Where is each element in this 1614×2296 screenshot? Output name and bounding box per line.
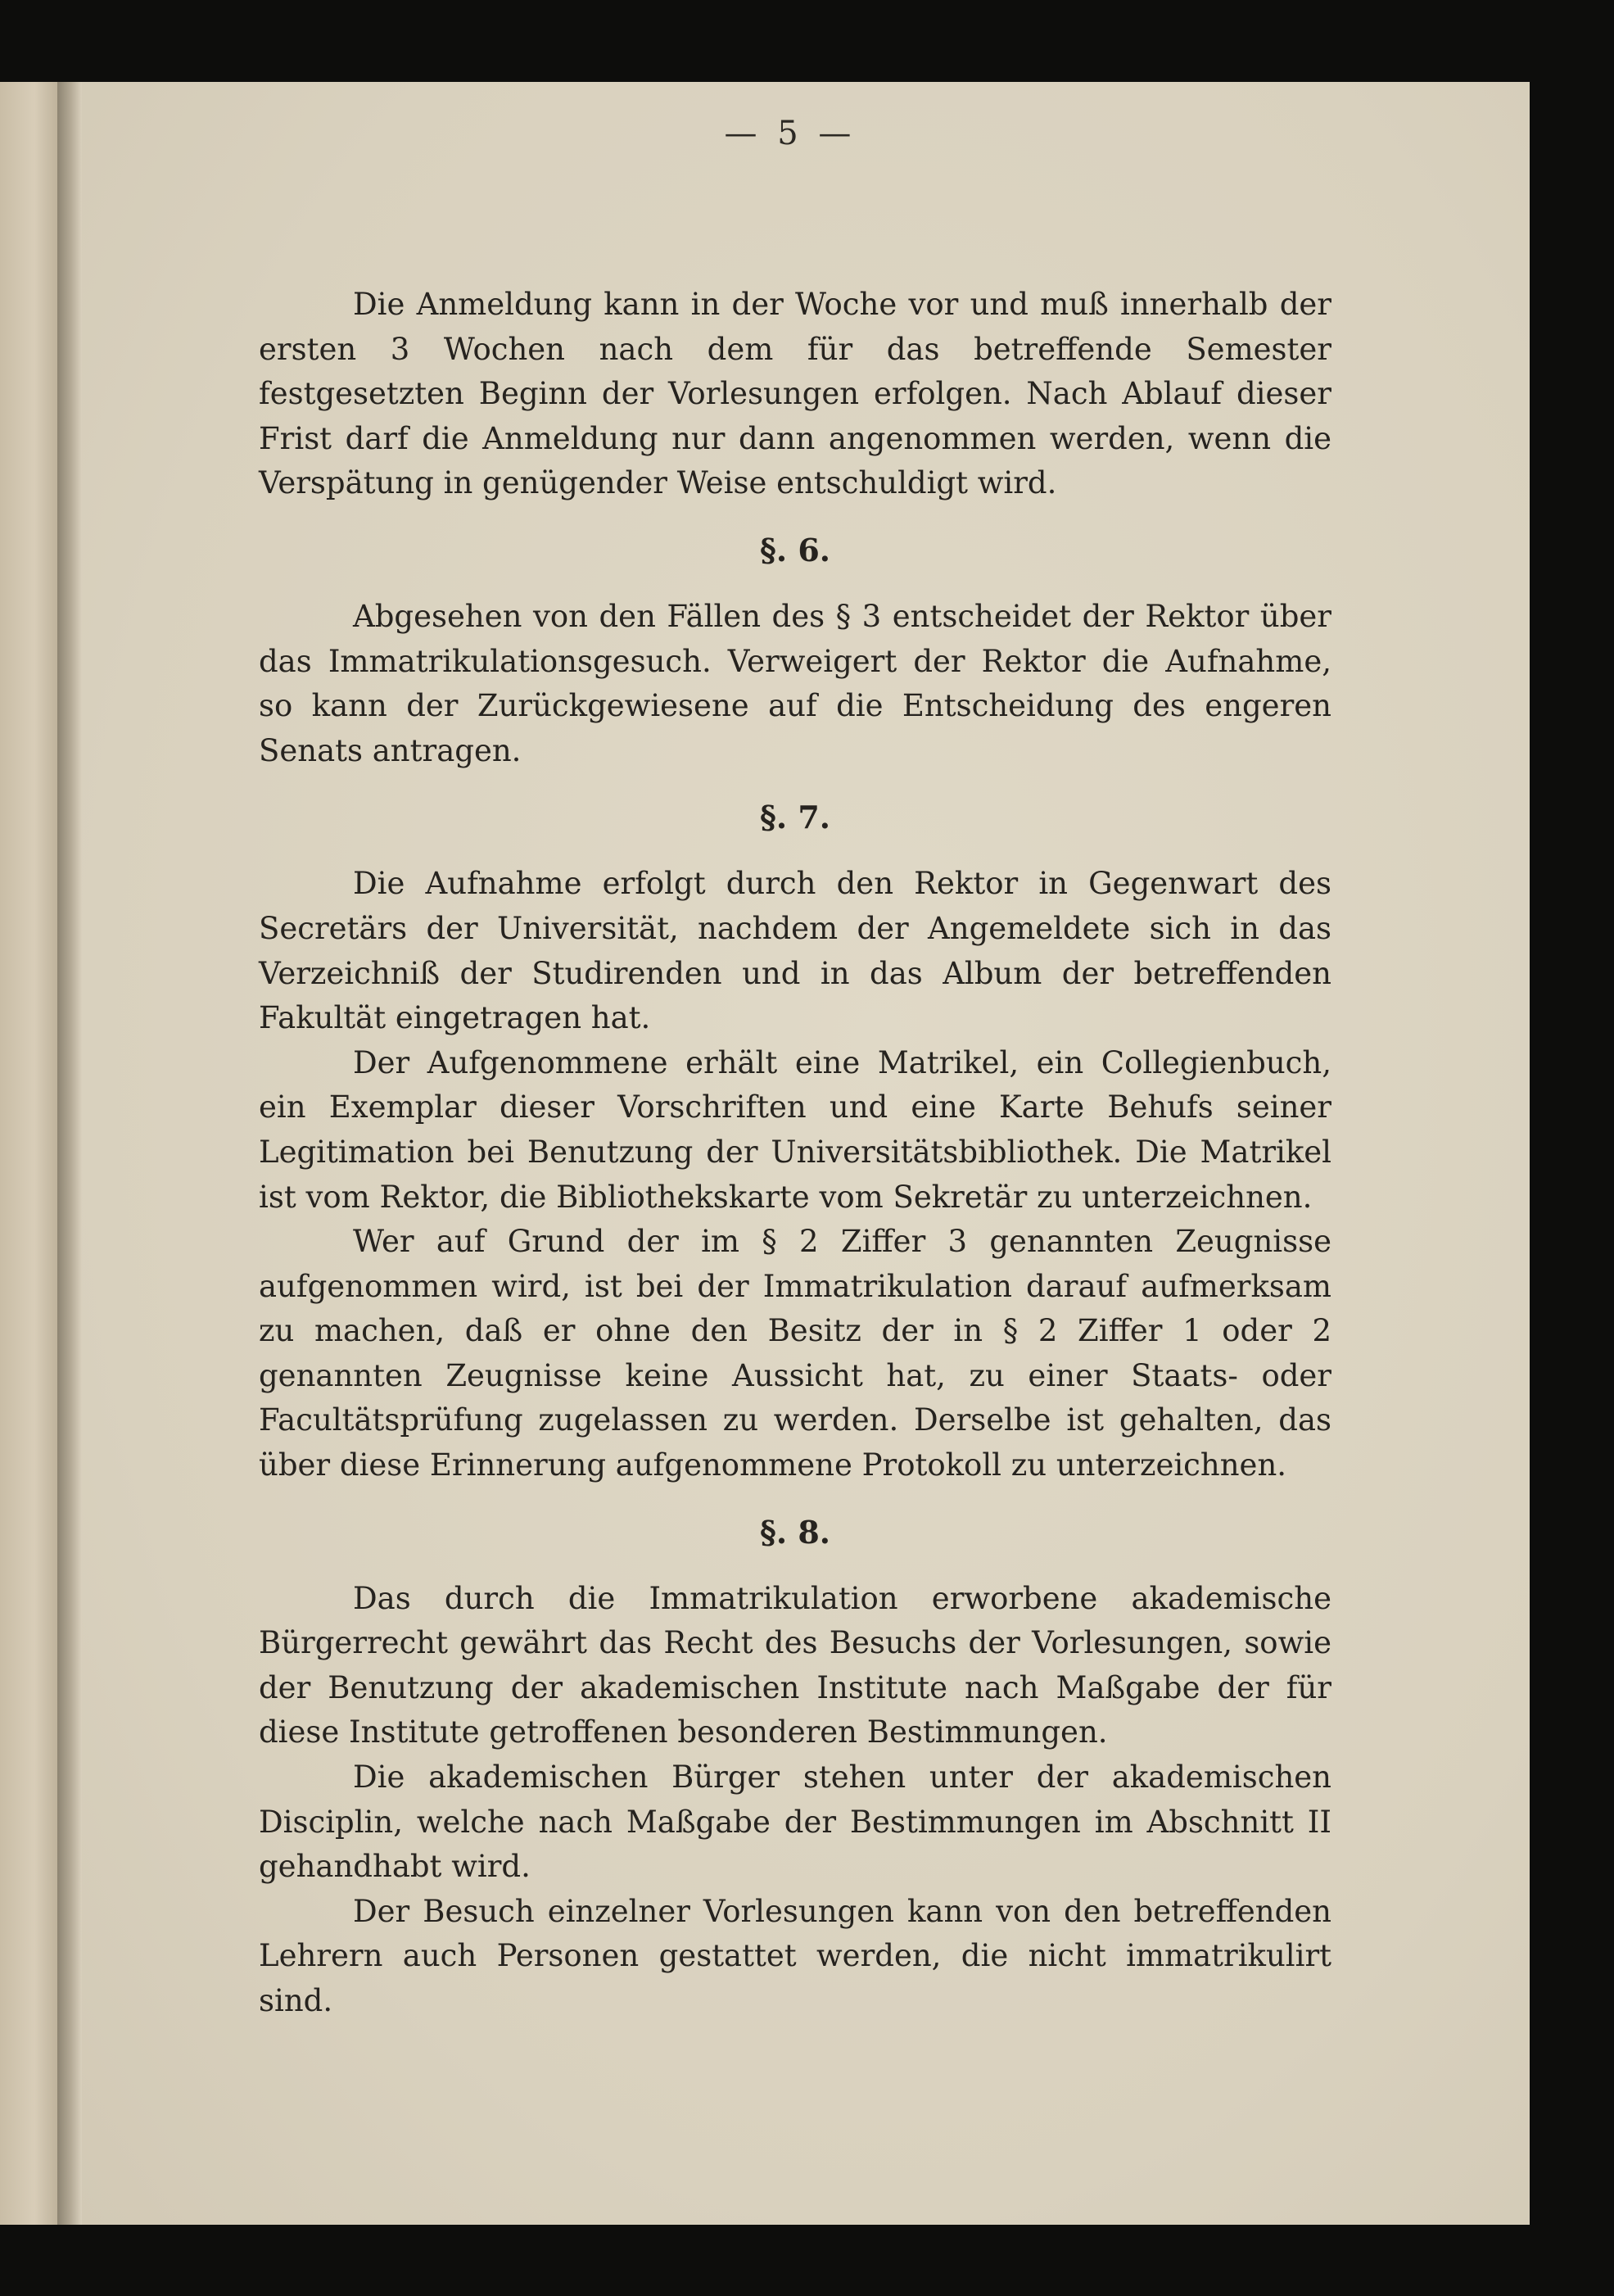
paragraph-section-7-certificates: Wer auf Grund der im § 2 Ziffer 3 genannten Zeugnisse aufgenommen wird, ist bei der Immatrikulation darauf aufmerksam zu machen, daß er ohne den Besitz der in § 2 Ziffer 1 oder 2 genannten Zeugnisse keine Aussicht hat, zu einer Staats- oder Facultätsprüfung zugelassen zu werden. Derselbe ist gehalten, das über diese Erinnerung aufgenommene Protokoll zu unterzeichnen. [259,1224,1331,1483]
section-heading-7: §. 7. [759,799,830,836]
paragraph-section-6: Abgesehen von den Fällen des § 3 entscheidet der Rektor über das Immatrikulationsgesuch. Verweigert der Rektor die Aufnahme, so kann der Zurückgewiesene auf die Entscheidung des engeren Senats antragen. [259,598,1331,768]
page-number: — 5 — [724,115,857,152]
paragraph-section-7-matriculation: Der Aufgenommene erhält eine Matrikel, ein Collegienbuch, ein Exemplar dieser Vorschriften und eine Karte Behufs seiner Legitimation bei Benutzung der Universitätsbibliothek. Die Matrikel ist vom Rektor, die Bibliothekskarte vom Sekretär zu unterzeichnen. [259,1044,1331,1215]
book-gutter [57,82,82,2225]
paragraph-section-8-rights: Das durch die Immatrikulation erworbene akademische Bürgerrecht gewährt das Recht des Besuchs der Vorlesungen, sowie der Benutzung der akademischen Institute nach Maßgabe der für diese Institute getroffenen besonderen Bestimmungen. [259,1580,1331,1750]
paragraph-registration: Die Anmeldung kann in der Woche vor und muß innerhalb der ersten 3 Wochen nach dem für das betreffende Semester festgesetzten Beginn der Vorlesungen erfolgen. Nach Ablauf dieser Frist darf die Anmeldung nur dann angenommen werden, wenn die Verspätung in genügender Weise entschuldigt wird. [259,287,1331,501]
paragraph-section-8-guests: Der Besuch einzelner Vorlesungen kann von den betreffenden Lehrern auch Personen gestattet werden, die nicht immatrikulirt sind. [259,1893,1331,2018]
section-heading-6: §. 6. [759,531,830,568]
page-body [259,283,1331,2024]
section-heading-8: §. 8. [759,1513,830,1551]
paragraph-section-7-admission: Die Aufnahme erfolgt durch den Rektor in Gegenwart des Secretärs der Universität, nachdem der Angemeldete sich in das Verzeichniß der Studirenden und in das Album der betreffenden Fakultät eingetragen hat. [259,866,1331,1036]
paragraph-section-8-discipline: Die akademischen Bürger stehen unter der akademischen Disciplin, welche nach Maßgabe der Bestimmungen im Abschnitt II gehandhabt wird. [259,1759,1331,1885]
previous-page-edge [0,82,57,2225]
